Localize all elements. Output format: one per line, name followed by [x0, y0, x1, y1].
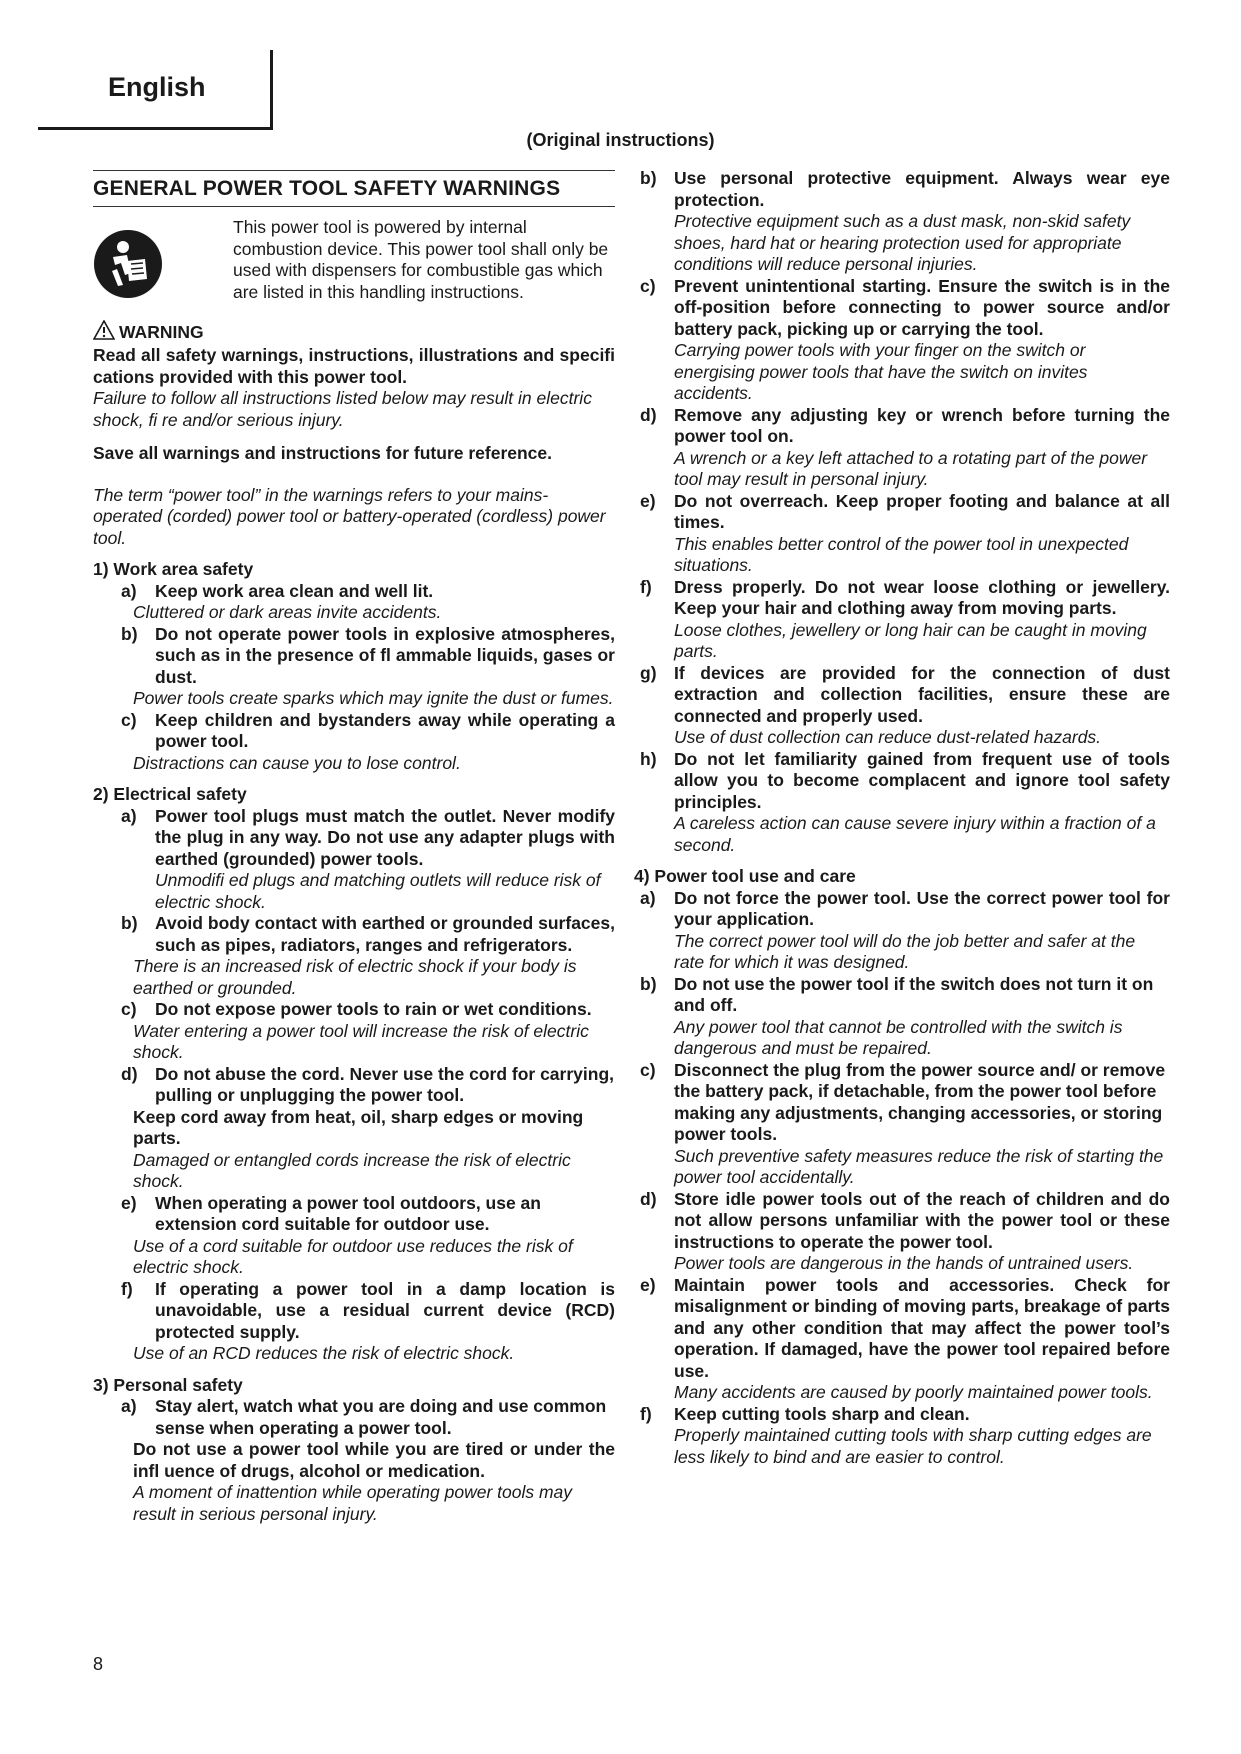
left-column: [93, 170, 615, 1525]
original-instructions-label: (Original instructions): [526, 130, 715, 150]
list-item: d) Store idle power tools out of the reach of children and do not allow persons unfamiliar with the power tool or these instructions to operate the power tool. Power tools are dangerous in the hands of untrained users.: [640, 1188, 1170, 1273]
item-note: Damaged or entangled cords increase the risk of electric shock.: [133, 1149, 571, 1191]
language-label: English: [108, 72, 206, 102]
language-tab: [38, 50, 273, 130]
list-item: a) Stay alert, watch what you are doing and use common sense when operating a power tool.: [121, 1396, 607, 1438]
intro-block: [93, 217, 615, 304]
item-note: Distractions can cause you to lose control.: [133, 752, 461, 773]
intro-text: This power tool is powered by internal combustion device. This power tool shall only be used with dispensers for combustible gas which are listed in this handling instructions.: [233, 217, 609, 302]
item-note: Cluttered or dark areas invite accidents.: [133, 602, 442, 622]
warning-read-all: Read all safety warnings, instructions, illustrations and specifi cations provided with this power tool.: [93, 345, 615, 387]
item-note: Use of an RCD reduces the risk of electric shock.: [133, 1343, 515, 1363]
warning-label: WARNING: [119, 322, 204, 342]
list-item: e) When operating a power tool outdoors, use an extension cord suitable for outdoor use.: [121, 1192, 541, 1234]
warning-heading: [93, 320, 615, 345]
section-heading: 1) Work area safety: [93, 559, 254, 579]
list-item: a) Keep work area clean and well lit.: [121, 580, 434, 601]
section-heading: 4) Power tool use and care: [634, 866, 856, 886]
list-item: a) Power tool plugs must match the outlet. Never modify the plug in any way. Do not use any adapter plugs with earthed (grounded) power tools.: [121, 805, 615, 869]
list-item: a) Do not force the power tool. Use the correct power tool for your application. The correct power tool will do the job better and safer at the rate for which it was designed.: [640, 887, 1170, 972]
item-note: Unmodifi ed plugs and matching outlets will reduce risk of electric shock.: [155, 870, 601, 912]
item-bold-continued: Keep cord away from heat, oil, sharp edges or moving parts.: [133, 1106, 584, 1148]
page-number: 8: [93, 1654, 104, 1674]
page-title: GENERAL POWER TOOL SAFETY WARNINGS: [93, 170, 615, 207]
item-note: There is an increased risk of electric shock if your body is earthed or grounded.: [133, 956, 577, 998]
right-column: [634, 168, 1170, 1468]
item-bold-continued: Do not use a power tool while you are tired or under the infl uence of drugs, alcohol or medication.: [133, 1439, 615, 1481]
list-item: g) If devices are provided for the connection of dust extraction and collection facilities, ensure these are connected and properly used. Use of dust collection can reduce dust-related hazards.: [640, 662, 1170, 747]
read-manual-icon: [93, 217, 233, 304]
item-note: Power tools create sparks which may ignite the dust or fumes.: [133, 688, 614, 708]
section-heading: 3) Personal safety: [93, 1374, 243, 1395]
section-heading: 2) Electrical safety: [93, 784, 247, 804]
list-item: h) Do not let familiarity gained from frequent use of tools allow you to become complacent and ignore tool safety principles. A careless action can cause severe injury within a fraction of a second.: [640, 748, 1170, 855]
list-item: e) Maintain power tools and accessories. Check for misalignment or binding of moving parts, breakage of parts and any other condition that may affect the power tool’s operation. If damaged, have the power tool repaired before use. Many accidents are caused by poorly maintained power tools.: [640, 1274, 1170, 1402]
item-note: Use of a cord suitable for outdoor use reduces the risk of electric shock.: [133, 1235, 573, 1277]
list-item: c) Disconnect the plug from the power source and/ or remove the battery pack, if detachable, from the power tool before making any adjustments, changing accessories, or storing power tools. Such preventive safety measures reduce the risk of starting the power tool accidentally.: [640, 1059, 1166, 1187]
list-item: c) Prevent unintentional starting. Ensure the switch is in the off-position before connecting to power source and/or battery pack, picking up or carrying the tool. Carrying power tools with your finger on the switch or energising power tools that have the switch on invites accidents.: [640, 275, 1170, 403]
list-item: d) Do not abuse the cord. Never use the cord for carrying, pulling or unplugging the power tool.: [121, 1063, 614, 1105]
list-item: c) Keep children and bystanders away while operating a power tool.: [121, 709, 615, 751]
list-item: f) Keep cutting tools sharp and clean. Properly maintained cutting tools with sharp cutting edges are less likely to bind and are easier to control.: [640, 1403, 1152, 1467]
list-item: b) Do not use the power tool if the switch does not turn it on and off. Any power tool that cannot be controlled with the switch is dangerous and must be repaired.: [640, 973, 1154, 1058]
power-tool-term: The term “power tool” in the warnings refers to your mains-operated (corded) power tool or battery-operated (cordless) power tool.: [93, 484, 606, 548]
list-item: e) Do not overreach. Keep proper footing and balance at all times. This enables better control of the power tool in unexpected situations.: [640, 490, 1170, 575]
item-note: Water entering a power tool will increase the risk of electric shock.: [133, 1020, 589, 1062]
warning-triangle-icon: [93, 320, 115, 345]
list-item: c) Do not expose power tools to rain or wet conditions.: [121, 999, 592, 1019]
warning-failure: Failure to follow all instructions listed below may result in electric shock, fi re and/or serious injury.: [93, 388, 592, 430]
list-item: f) If operating a power tool in a damp location is unavoidable, use a residual current device (RCD) protected supply.: [121, 1278, 615, 1342]
list-item: d) Remove any adjusting key or wrench before turning the power tool on. A wrench or a key left attached to a rotating part of the power tool may result in personal injury.: [640, 404, 1170, 489]
list-item: f) Dress properly. Do not wear loose clothing or jewellery. Keep your hair and clothing away from moving parts. Loose clothes, jewellery or long hair can be caught in moving parts.: [640, 576, 1170, 661]
item-note: A moment of inattention while operating power tools may result in serious personal injury.: [133, 1482, 573, 1524]
list-item: b) Do not operate power tools in explosive atmospheres, such as in the presence of fl ammable liquids, gases or dust.: [121, 623, 615, 687]
save-warnings: Save all warnings and instructions for future reference.: [93, 443, 553, 463]
list-item: b) Use personal protective equipment. Always wear eye protection. Protective equipment such as a dust mask, non-skid safety shoes, hard hat or hearing protection used for appropriate conditions will reduce personal injuries.: [640, 168, 1170, 274]
list-item: b) Avoid body contact with earthed or grounded surfaces, such as pipes, radiators, ranges and refrigerators.: [121, 913, 615, 955]
